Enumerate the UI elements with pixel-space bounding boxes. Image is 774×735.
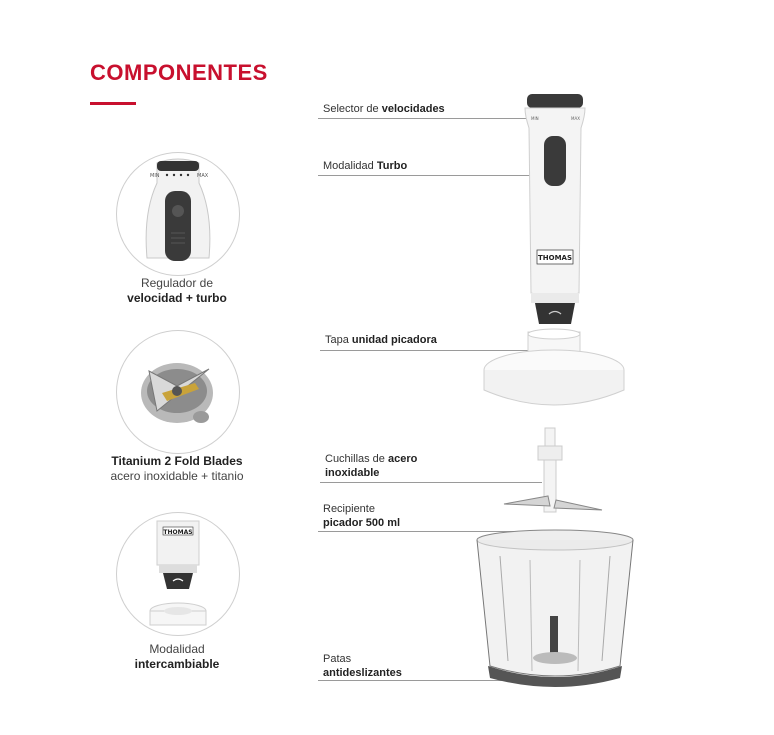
callout-text: Cuchillas de [325,453,388,465]
chopper-bowl-image [470,526,640,696]
callout-text: Recipiente [323,503,375,515]
feature-caption-blades [95,454,259,484]
feature-caption-speed [100,276,254,306]
speed-regulator-image [116,152,240,276]
leader-line [318,175,546,176]
feature-line1: Regulador de [140,276,214,290]
blades-image [116,330,240,454]
callout-bold: unidad picadora [351,334,437,346]
feature-line2: acero inoxidable + titanio [110,469,244,483]
dial-max-label: MAX [197,173,209,179]
svg-text:THOMAS: THOMAS [537,254,573,262]
callout-bold: acero [387,453,418,465]
feature-line2: intercambiable [134,657,220,671]
feature-caption-interchangeable [100,642,254,672]
callout-feet [323,652,402,680]
callout-text: Tapa [325,334,352,346]
leader-line [318,118,530,119]
callout-turbo [323,159,407,173]
callout-container [323,502,400,530]
callout-bold: inoxidable [325,467,380,479]
svg-text:MIN: MIN [531,116,539,121]
feature-line1: Modalidad [149,642,205,656]
callout-bold: Turbo [376,160,408,172]
blade-assembly-image [498,424,608,524]
feature-line2: velocidad + turbo [127,291,227,305]
callout-text: Selector de [323,103,382,115]
callout-text: Patas [323,653,352,665]
chopper-lid-image [478,328,632,418]
brand-label: THOMAS [163,529,193,536]
svg-text:MAX: MAX [571,116,580,121]
dial-min-label: MIN [150,173,160,179]
callout-speed-selector [323,102,445,116]
interchangeable-image [116,512,240,636]
callout-bold: antideslizantes [323,667,402,679]
callout-bold: picador 500 ml [323,517,401,529]
callout-bold: velocidades [381,103,445,115]
callout-lid [325,333,437,347]
callout-text: Modalidad [323,160,377,172]
callout-blades [325,452,417,480]
feature-line1: Titanium 2 Fold Blades [111,454,243,468]
title-underline [90,102,136,105]
motor-unit-image [515,88,595,328]
page-title: COMPONENTES [90,60,268,85]
